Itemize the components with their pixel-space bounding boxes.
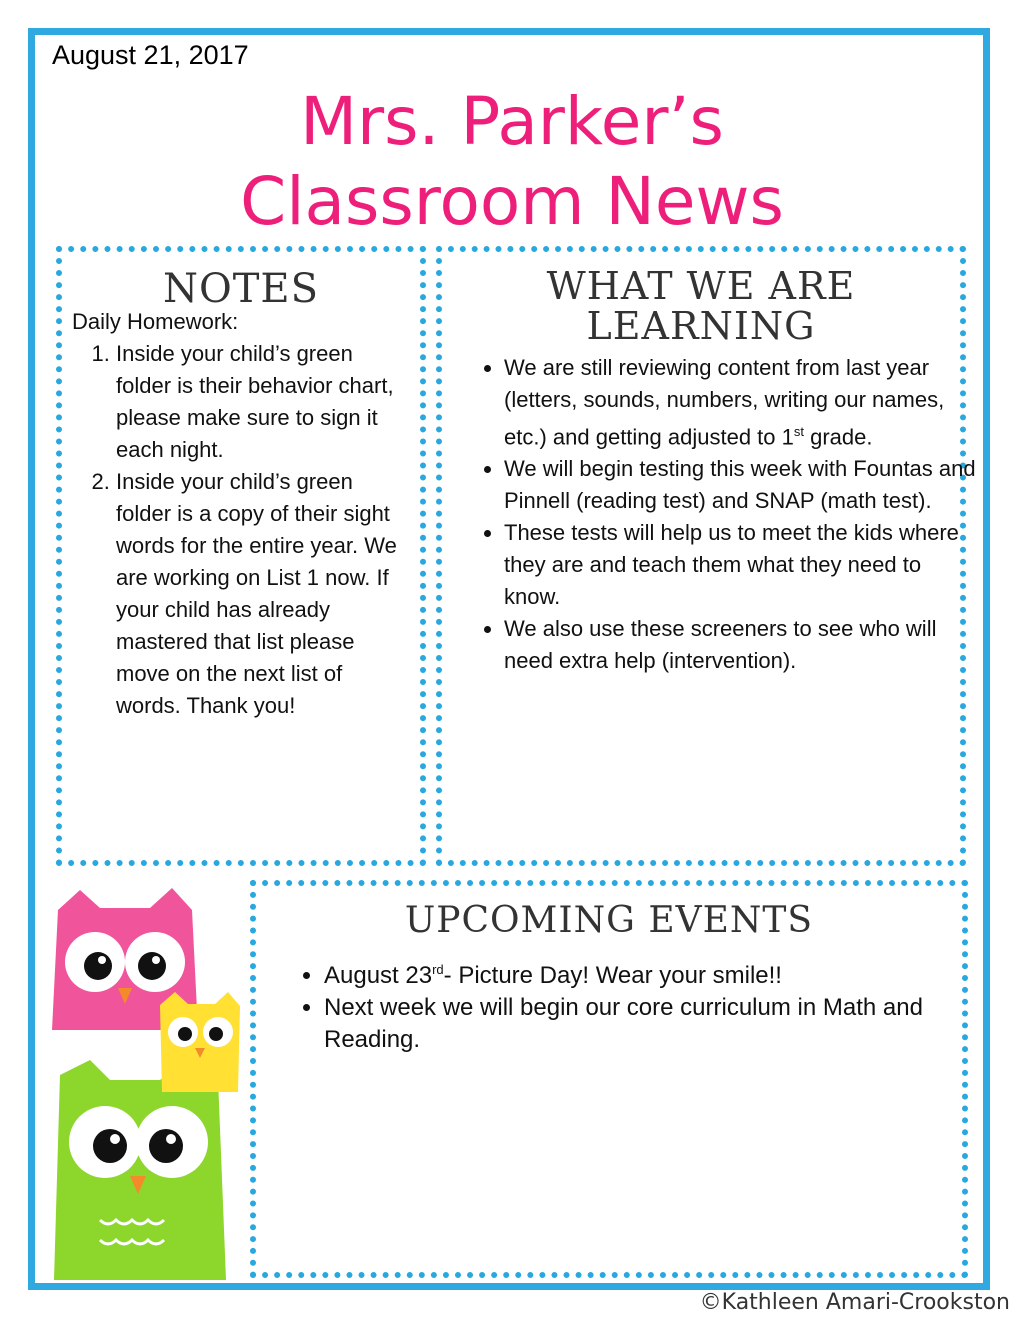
learning-item-text: We are still reviewing content from last year (letters, sounds, numbers, writing our names, etc.) and getting adjusted to 1 (504, 355, 945, 450)
learning-item: • These tests will help us to meet the kids where they are and teach them what they need to know. (504, 517, 982, 613)
events-list (278, 954, 1004, 1056)
notes-section (56, 246, 426, 866)
learning-item: • We will begin testing this week with Fountas and Pinnell (reading test) and SNAP (math test). (504, 453, 982, 517)
events-section (250, 880, 968, 1278)
ordinal-suffix: st (793, 424, 804, 439)
homework-list (72, 338, 412, 722)
learning-heading-line-1: WHAT WE ARE (546, 264, 856, 308)
ordinal-suffix: rd (432, 962, 444, 977)
newsletter-date: August 21, 2017 (52, 40, 249, 70)
notes-heading: NOTES (162, 266, 320, 312)
notes-intro: Daily Homework: (72, 309, 239, 334)
learning-item: • We also use these screeners to see who will need extra help (intervention). (504, 613, 982, 677)
notes-body (72, 306, 412, 722)
owls-illustration (40, 880, 250, 1300)
title-line-1: Mrs. Parker’s (300, 83, 724, 160)
learning-heading (442, 266, 960, 346)
learning-item (504, 352, 982, 453)
event-item: • Next week we will begin our core curriculum in Math and Reading. (324, 992, 1004, 1056)
homework-item: 1. Inside your child’s green folder is their behavior chart, please make sure to sign it each night. (116, 338, 412, 466)
learning-section (436, 246, 976, 866)
copyright-notice: ©Kathleen Amari-Crookston (699, 1290, 1010, 1315)
title-line-2: Classroom News (240, 163, 784, 240)
yellow-owl-icon (160, 992, 240, 1092)
event-item-text: - Picture Day! Wear your smile!! (443, 962, 782, 989)
event-item (324, 954, 1004, 992)
page-title (0, 82, 1024, 242)
learning-list (464, 352, 982, 677)
event-item-text: August 23 (324, 962, 433, 989)
learning-item-text: grade. (804, 424, 873, 450)
homework-item: 2. Inside your child’s green folder is a copy of their sight words for the entire year. We are working on List 1 now. If your child has already mastered that list please move on the next list of words. Thank you! (116, 466, 412, 722)
learning-heading-line-2: LEARNING (586, 304, 816, 348)
events-heading: UPCOMING EVENTS (404, 900, 814, 941)
